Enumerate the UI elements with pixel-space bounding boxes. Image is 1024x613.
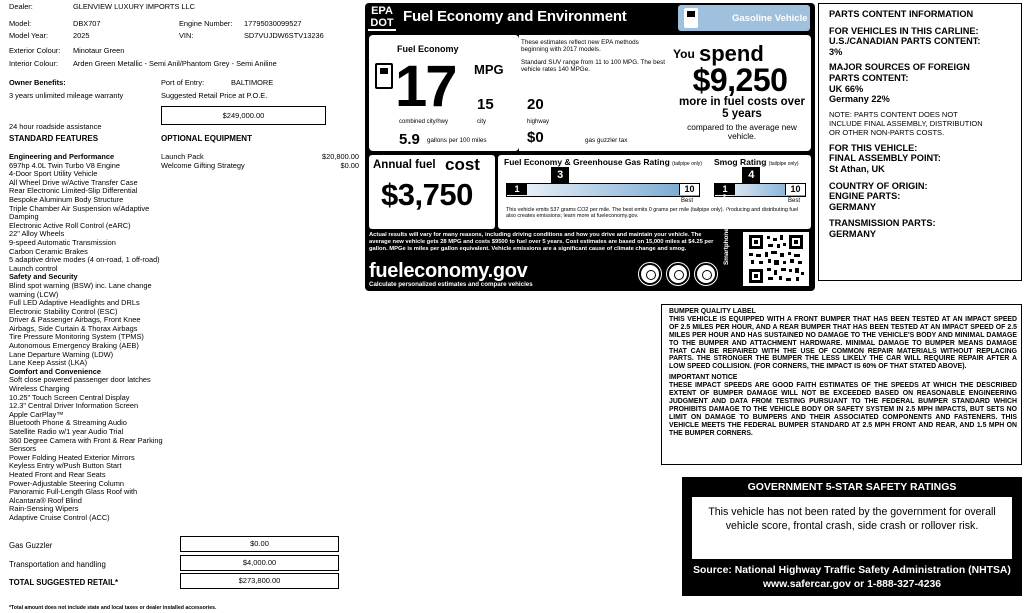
- fuel-pump-icon: [375, 63, 393, 89]
- gas-pump-icon: [684, 8, 698, 28]
- feature-section-heading: Engineering and Performance: [9, 152, 115, 161]
- optional-equipment-title: OPTIONAL EQUIPMENT: [161, 134, 252, 143]
- spend-more: more in fuel costs over 5 years: [679, 96, 805, 120]
- spend-word: spend: [699, 41, 764, 66]
- annual-fuel-label: Annual fuel: [373, 159, 436, 171]
- parts-note-1: NOTE: PARTS CONTENT DOES NOT: [829, 109, 958, 119]
- total-label: TOTAL SUGGESTED RETAIL*: [9, 578, 119, 587]
- parts-note-2: INCLUDE FINAL ASSEMBLY, DISTRIBUTION: [829, 118, 983, 128]
- feature-item: 697hp 4.0L Twin Turbo V8 Engine: [9, 160, 120, 170]
- fuel-type-box: [678, 5, 810, 31]
- major-source-2: Germany 22%: [829, 94, 890, 105]
- engine-parts-label: ENGINE PARTS:: [829, 191, 901, 202]
- msrp-box: [161, 106, 326, 125]
- parts-note-3: OR OTHER NON-PARTS COSTS.: [829, 127, 945, 137]
- optional-equipment-list: [161, 153, 359, 170]
- this-vehicle-label: FOR THIS VEHICLE:: [829, 142, 918, 153]
- feature-item: Blind spot warning (BSW) inc. Lane change: [9, 280, 152, 290]
- transmission-parts-label: TRANSMISSION PARTS:: [829, 218, 936, 229]
- major-source-1: UK 66%: [829, 83, 864, 94]
- epa-header: [365, 3, 815, 33]
- engine-number-value: 17795030099527: [244, 19, 302, 28]
- feature-item: 22" Alloy Wheels: [9, 229, 65, 239]
- feature-section-heading: Safety and Security: [9, 272, 78, 282]
- dot-seal-icon: [667, 263, 689, 285]
- feature-item: 4-Door Sport Utility Vehicle: [9, 169, 98, 179]
- annual-fuel-amount: $3,750: [381, 177, 473, 212]
- ghg-scale-min: 1: [507, 184, 527, 195]
- engine-parts-value: GERMANY: [829, 201, 876, 212]
- important-notice-title: IMPORTANT NOTICE: [669, 374, 738, 382]
- annual-cost-word: cost: [445, 155, 480, 174]
- transport-value: $4,000.00: [242, 558, 277, 567]
- feature-item: Driver & Passenger Airbags, Front Knee: [9, 315, 141, 325]
- exterior-colour-value: Minotaur Green: [73, 46, 125, 55]
- fuel-economy-panel: [369, 35, 519, 151]
- feature-item: Rain-Sensing Wipers: [9, 504, 79, 514]
- optional-item-name: Welcome Gifting Strategy: [161, 160, 245, 170]
- dealer-value: GLENVIEW LUXURY IMPORTS LLC: [73, 2, 195, 11]
- gas-guzzler-value: $0.00: [250, 539, 269, 548]
- total-footnote: *Total amount does not include state and local taxes or dealer installed accessories.: [9, 605, 217, 611]
- smog-best-label: Best: [788, 198, 801, 204]
- safety-source-line-1: Source: National Highway Traffic Safety Administration (NHTSA): [693, 565, 1011, 576]
- feature-item: Apple CarPlay™: [9, 409, 64, 419]
- exterior-colour-label: Exterior Colour:: [9, 46, 61, 55]
- safety-title: GOVERNMENT 5-STAR SAFETY RATINGS: [747, 481, 957, 493]
- total-box: [180, 573, 339, 589]
- feature-item: Bespoke Aluminum Body Structure: [9, 194, 124, 204]
- feature-item: warning (LCW): [9, 289, 59, 299]
- transmission-parts-value: GERMANY: [829, 228, 876, 239]
- fuel-type-label: Gasoline Vehicle: [732, 13, 808, 24]
- safety-source: [682, 564, 1022, 592]
- parts-title: PARTS CONTENT INFORMATION: [829, 9, 974, 19]
- spend-compare: compared to the average new vehicle.: [687, 122, 797, 141]
- feature-item: 9-speed Automatic Transmission: [9, 237, 116, 247]
- feature-item: Keyless Entry w/Push Button Start: [9, 461, 122, 471]
- highway-mpg: 20: [527, 96, 544, 113]
- smog-rating-marker: 4: [742, 167, 760, 185]
- feature-item: Electronic Active Roll Control (eARC): [9, 220, 131, 230]
- gas-guzzler-box: [180, 536, 339, 552]
- owner-benefits-value: 3 years unlimited mileage warranty: [9, 91, 124, 100]
- epa-fuel-economy-label: [365, 3, 815, 291]
- mpg-unit: MPG: [474, 62, 504, 77]
- feature-item: All Wheel Drive w/Active Transfer Case: [9, 177, 138, 187]
- dealer-sticker: [0, 0, 362, 613]
- highway-panel: [519, 35, 669, 151]
- new-estimates-note: These estimates reflect new EPA methods beginning with 2017 models.: [521, 39, 639, 54]
- feature-item: Satellite Radio w/1 year Audio Trial: [9, 427, 124, 436]
- gallons-label: gallons per 100 miles: [427, 137, 487, 144]
- feature-item: Lane Keep Assist (LKA): [9, 358, 88, 368]
- major-sources-label-1: MAJOR SOURCES OF FOREIGN: [829, 62, 970, 73]
- optional-item-name: Launch Pack: [161, 152, 204, 161]
- feature-item: Power-Adjustable Steering Column: [9, 478, 125, 488]
- transport-box: [180, 555, 339, 571]
- gas-guzzler-label: Gas Guzzler: [9, 541, 53, 550]
- feature-item: Bluetooth Phone & Streaming Audio: [9, 418, 127, 428]
- suv-range-note: Standard SUV range from 11 to 100 MPG. The best vehicle rates 140 MPGe.: [521, 59, 665, 74]
- country-of-origin-label: COUNTRY OF ORIGIN:: [829, 180, 928, 191]
- us-can-parts-value: 3%: [829, 46, 843, 57]
- feature-item: Rear Electronic Limited-Slip Differential: [9, 186, 138, 196]
- bumper-quality-panel: [661, 304, 1022, 465]
- ghg-rating-bar: [506, 183, 700, 197]
- feature-item: Full LED Adaptive Headlights and DRLs: [9, 298, 140, 308]
- qr-code-icon[interactable]: [743, 232, 809, 286]
- safety-message: This vehicle has not been rated by the government for overall vehicle score, frontal crash, side crash or rollover risk.: [692, 497, 1012, 559]
- city-label: city: [477, 119, 486, 125]
- feature-item: Panoramic Full-Length Glass Roof with: [9, 487, 138, 497]
- feature-item: Airbags, Side Curtain & Thorax Airbags: [9, 323, 138, 333]
- spend-you: You: [673, 47, 695, 61]
- smog-scale-max: 10: [785, 184, 805, 195]
- epa-title: Fuel Economy and Environment: [403, 8, 627, 25]
- energy-seal-icon: [695, 263, 717, 285]
- epa-seal-icon: [639, 263, 661, 285]
- bumper-body: THIS VEHICLE IS EQUIPPED WITH A FRONT BUMPER THAT HAS BEEN TESTED AT AN IMPACT SPEED OF 2.5 MILES PER HOUR, AND A REAR BUMPER THAT HAS BEEN TESTED AT AN IMPACT SPEED OF 2.5 MILES PER HOUR AND HAS SUSTAINED NO DAMAGE TO THE VEHICLE'S BODY AND MINIMAL DAMAGE TO THE BUMPER AND ATTACHMENT HARDWARE. MINIMAL DAMAGE TO BUMPER MEANS DAMAGE THAT CAN BE REPAIRED WITH THE USE OF COMMON REPAIR MATERIALS WITHOUT REPLACING PARTS. THE STRONGER THE BUMPER THE LESS LIKELY THE CAR WILL REQUIRE REPAIR AFTER A LOW SPEED COLLISION. (FOR CORNERS, THE IMPACT IS 60% OF THAT STATED ABOVE).: [669, 315, 1017, 371]
- vin-value: SD7VUJDW6STV13236: [244, 31, 324, 40]
- feature-item: 5 adaptive drive modes (4 on-road, 1 off-road): [9, 255, 160, 265]
- optional-item-price: $0.00: [340, 160, 359, 170]
- feature-item: Adaptive Cruise Control (ACC): [9, 512, 110, 522]
- msrp-label: Suggested Retail Price at P.O.E.: [161, 91, 268, 100]
- model-label: Model:: [9, 19, 32, 28]
- roadside-assistance: 24 hour roadside assistance: [9, 122, 102, 131]
- annual-fuel-cost-panel: [369, 155, 495, 229]
- optional-item: [161, 162, 359, 171]
- feature-item: Lane Departure Warning (LDW): [9, 349, 114, 359]
- city-mpg: 15: [477, 96, 494, 113]
- us-can-parts-label: U.S./CANADIAN PARTS CONTENT:: [829, 36, 981, 47]
- standard-features-title: STANDARD FEATURES: [9, 134, 99, 143]
- gallons-per-100: 5.9: [399, 131, 420, 148]
- feature-item: 10.25" Touch Screen Central Display: [9, 392, 130, 402]
- smog-rating-title: Smog Rating (tailpipe only): [714, 157, 799, 167]
- final-assembly-value: St Athan, UK: [829, 163, 885, 174]
- highway-label: highway: [527, 119, 550, 125]
- safety-ratings-panel: [682, 477, 1022, 596]
- ghg-rating-title: Fuel Economy & Greenhouse Gas Rating (tailpipe only): [504, 157, 702, 167]
- standard-features-list: [9, 152, 163, 523]
- feature-item: Alcantara® Roof Blind: [9, 495, 82, 505]
- feature-item: Wireless Charging: [9, 384, 70, 394]
- ghg-footnote: This vehicle emits 537 grams CO2 per mile. The best emits 0 grams per mile (tailpipe only). Producing and distributing fuel also creates emissions; learn more at fueleconomy.gov.: [506, 207, 799, 220]
- combined-mpg: 17: [395, 54, 456, 119]
- guzzler-tax-value: $0: [527, 129, 544, 146]
- spend-panel: [669, 35, 811, 151]
- spend-amount: $9,250: [692, 62, 788, 98]
- carline-label: FOR VEHICLES IN THIS CARLINE:: [829, 25, 979, 36]
- model-year-value: 2025: [73, 31, 90, 40]
- smog-scale-min: 1: [715, 184, 735, 195]
- safety-source-line-2: www.safercar.gov or 1-888-327-4236: [762, 579, 942, 590]
- engine-number-label: Engine Number:: [179, 19, 233, 28]
- feature-item: Launch control: [9, 263, 58, 273]
- interior-colour-value: Arden Green Metallic - Semi Anil/Phantom Grey - Semi Aniline: [73, 59, 277, 68]
- feature-item: Tire Pressure Monitoring System (TPMS): [9, 332, 144, 342]
- qr-code-label: Smartphone QR Code™: [723, 193, 730, 265]
- ratings-panel: [498, 155, 811, 229]
- total-value: $273,800.00: [238, 576, 281, 585]
- model-year-label: Model Year:: [9, 31, 49, 40]
- feature-item: 12.3" Central Driver Information Screen: [9, 401, 139, 411]
- fueleconomy-gov-link[interactable]: fueleconomy.gov: [369, 260, 528, 282]
- feature-item: Autonomous Emergency Braking (AEB): [9, 341, 139, 351]
- dealer-label: Dealer:: [9, 2, 33, 11]
- port-of-entry-label: Port of Entry:: [161, 78, 205, 87]
- ghg-rating-marker: 3: [551, 167, 569, 185]
- feature-item: Sensors: [9, 444, 37, 454]
- feature-item: Triple Chamber Air Suspension w/Adaptive: [9, 203, 150, 213]
- feature-item: Electronic Stability Control (ESC): [9, 306, 118, 316]
- ghg-scale-max: 10: [679, 184, 699, 195]
- guzzler-tax-label: gas guzzler tax: [585, 137, 628, 144]
- owner-benefits-label: Owner Benefits:: [9, 78, 66, 87]
- actual-results-note: Actual results will vary for many reasons, including driving conditions and how you drive and maintain your vehicle. The average new vehicle gets 28 MPG and costs $9500 to fuel over 5 years. Cost estimates are based on 15,000 miles at $4.25 per gallon. MPGe is miles per gallon equivalent. Vehicle emissions are a significant cause of climate change and smog.: [369, 232, 714, 252]
- fueleconomy-gov-subtitle: Calculate personalized estimates and compare vehicles: [369, 281, 533, 288]
- final-assembly-label: FINAL ASSEMBLY POINT:: [829, 153, 941, 164]
- feature-item: Power Folding Heated Exterior Mirrors: [9, 452, 135, 462]
- transport-label: Transportation and handling: [9, 560, 106, 569]
- model-value: DBX707: [73, 19, 101, 28]
- combined-label: combined city/hwy: [399, 119, 449, 125]
- bumper-title: BUMPER QUALITY LABEL: [669, 308, 756, 315]
- feature-item: 360 Degree Camera with Front & Rear Parking: [9, 435, 163, 445]
- interior-colour-label: Interior Colour:: [9, 59, 58, 68]
- major-sources-label-2: PARTS CONTENT:: [829, 72, 909, 83]
- epa-dot-logo: EPA DOT: [368, 5, 396, 31]
- optional-item-price: $20,800.00: [322, 152, 359, 161]
- feature-section-heading: Comfort and Convenience: [9, 366, 101, 376]
- parts-content-panel: [818, 3, 1022, 281]
- feature-item: Heated Front and Rear Seats: [9, 469, 106, 479]
- feature-item: Damping: [9, 212, 39, 222]
- vin-label: VIN:: [179, 31, 194, 40]
- ghg-best-label: Best: [681, 198, 694, 204]
- feature-item: Carbon Ceramic Brakes: [9, 246, 88, 256]
- fuel-economy-label: Fuel Economy: [397, 44, 459, 54]
- feature-item: Soft close powered passenger door latches: [9, 375, 151, 385]
- port-of-entry-value: BALTIMORE: [231, 78, 274, 87]
- important-notice-body: THESE IMPACT SPEEDS ARE GOOD FAITH ESTIMATES OF THE SPEEDS AT WHICH THE DESCRIBED EXTENT OF BUMPER DAMAGE WILL NOT BE EXCEEDED BASED ON REASONABLE ENGINEERING JUDGMENT AND DATA FROM TESTING PURSUANT TO THE FEDERAL BUMPER STANDARD WHICH PROHIBITS DAMAGE TO THE VEHICLE BODY OR SAFETY SYSTEM IN 2.5 MPH IMPACTS, BUT SETS NO LIMIT ON DAMAGE TO BUMPERS AND THEIR ASSOCIATED COMPONENTS AND FASTENERS. THIS VEHICLE MEETS THE FEDERAL BUMPER STANDARD AT 2.5 MPH FRONT AND REAR, AND 1.5 MPH ON THE BUMPER CORNERS.: [669, 382, 1017, 437]
- msrp-value: $249,000.00: [222, 111, 265, 120]
